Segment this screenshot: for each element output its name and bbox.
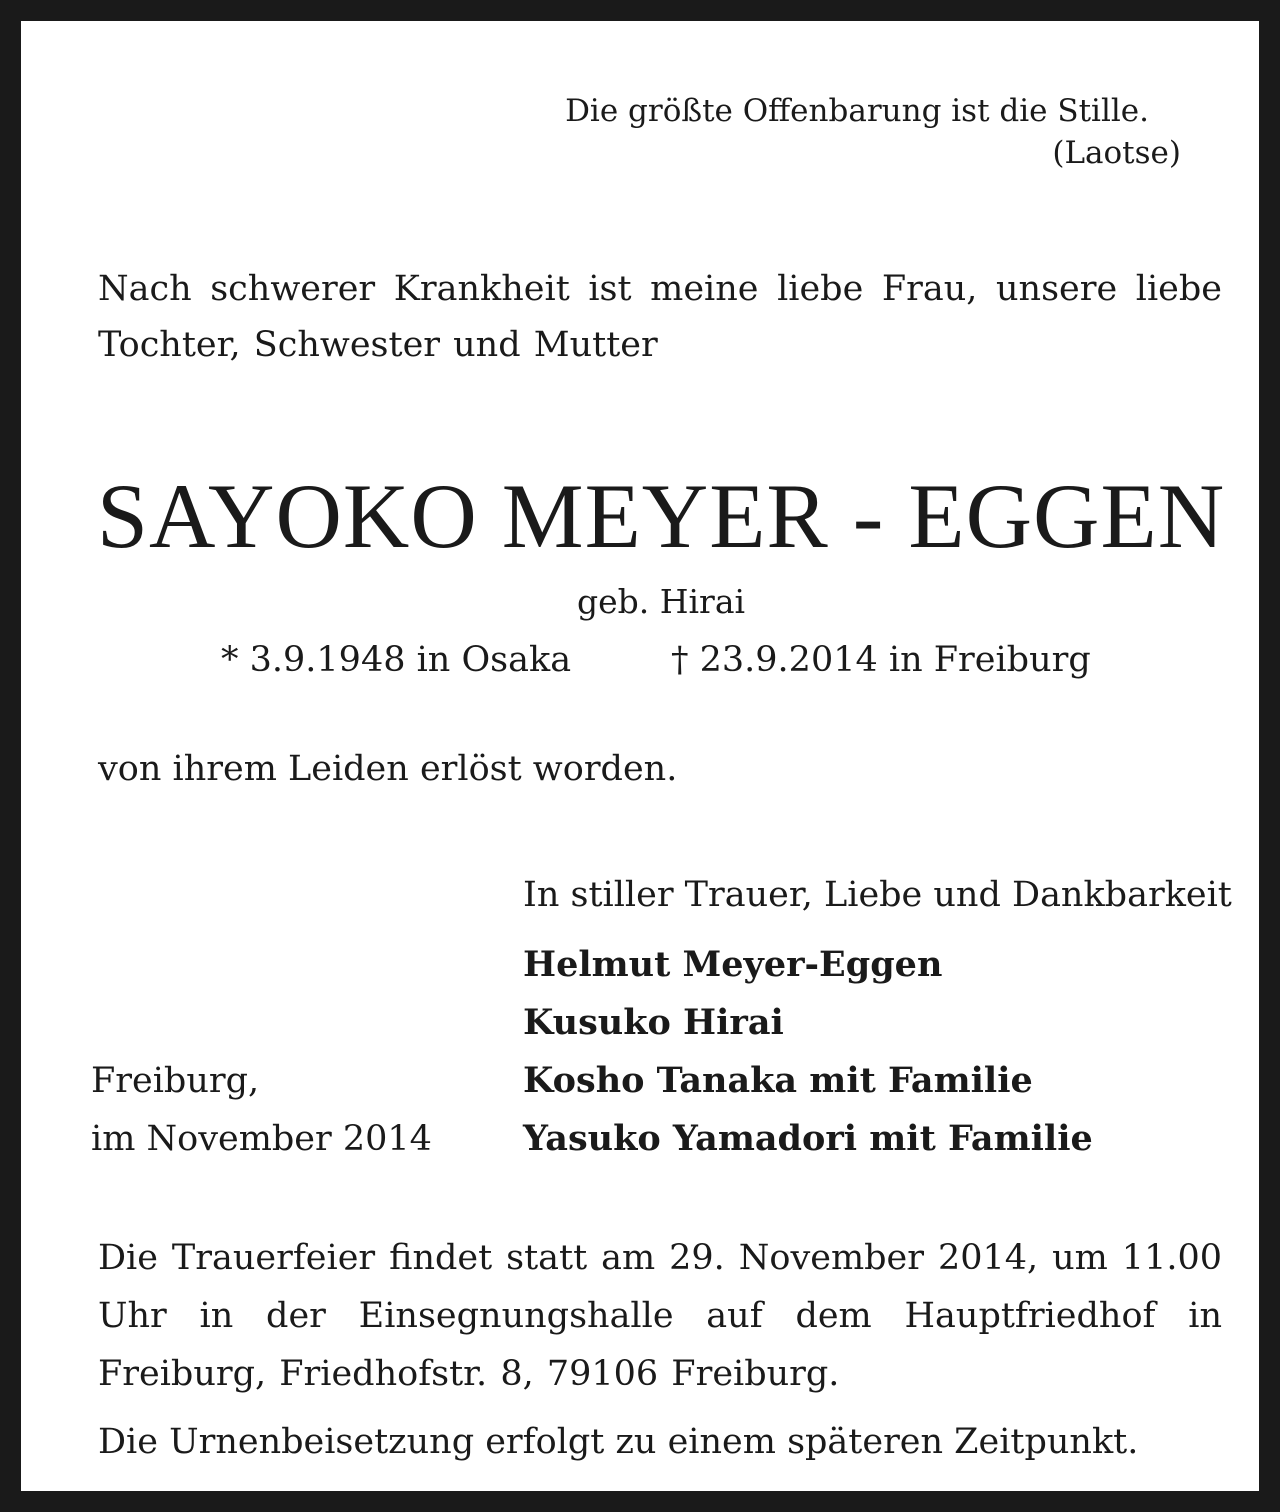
urn-burial-text: Die Urnenbeisetzung erfolgt zu einem späteren Zeitpunkt. bbox=[98, 1422, 1139, 1462]
mourning-line: In stiller Trauer, Liebe und Dankbarkeit bbox=[523, 875, 1232, 915]
date: im November 2014 bbox=[91, 1119, 432, 1159]
ceremony-text: Die Trauerfeier findet statt am 29. November 2014, um 11.00 Uhr in der Einsegnungshalle auf dem Hauptfriedhof in Freiburg, Friedhofstr. 8, 79106 Freiburg. bbox=[98, 1238, 1222, 1394]
mourner-name: Kusuko Hirai bbox=[523, 1002, 784, 1043]
mourner-name: Helmut Meyer-Eggen bbox=[523, 944, 943, 985]
mourners-list bbox=[523, 936, 1093, 1168]
maiden-name: geb. Hirai bbox=[576, 582, 746, 621]
place-date bbox=[91, 1052, 432, 1168]
mourner-name: Yasuko Yamadori mit Familie bbox=[523, 1118, 1093, 1159]
intro-text: Nach schwerer Krankheit ist meine liebe Frau, unsere liebe Tochter, Schwester und Mutter bbox=[98, 269, 1222, 365]
birth-date: * 3.9.1948 in Osaka bbox=[221, 640, 572, 680]
mourner-name: Kosho Tanaka mit Familie bbox=[523, 1060, 1033, 1101]
place: Freiburg, bbox=[91, 1061, 260, 1101]
epigraph-author: (Laotse) bbox=[1052, 135, 1181, 171]
deceased-name: SAYOKO MEYER - EGGEN bbox=[96, 465, 1226, 567]
death-date: † 23.9.2014 in Freiburg bbox=[671, 640, 1091, 680]
epigraph-quote: Die größte Offenbarung ist die Stille. bbox=[565, 93, 1149, 129]
released-text: von ihrem Leiden erlöst worden. bbox=[98, 749, 678, 789]
